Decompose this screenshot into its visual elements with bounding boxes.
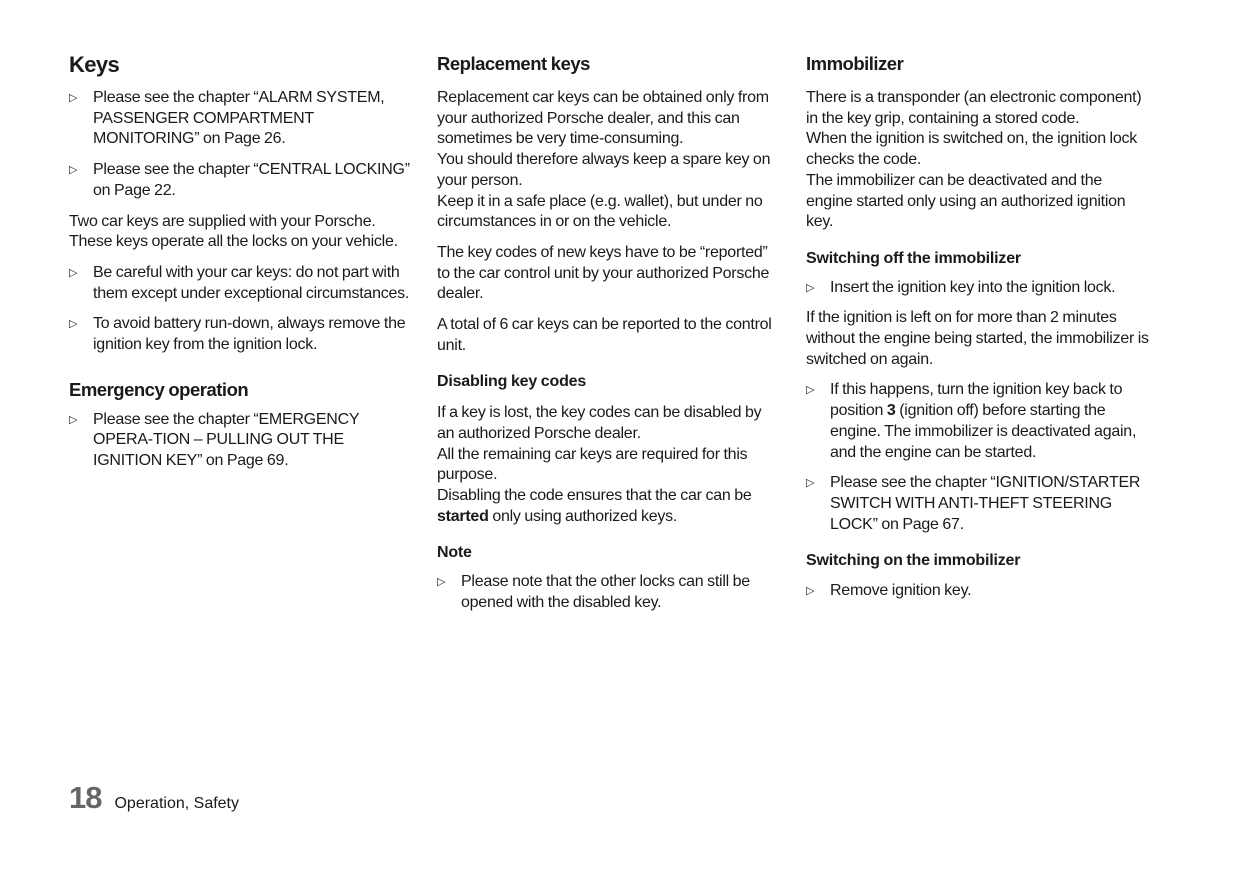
- paragraph: [437, 486, 781, 527]
- paragraph: Two car keys are supplied with your Porsche. These keys operate all the locks on your vehicle.: [69, 212, 398, 251]
- bullet-triangle-icon: ▷: [69, 92, 78, 104]
- page-number: 18: [69, 780, 102, 815]
- text-run: Disabling the code ensures that the car can be: [437, 486, 752, 504]
- paragraph: Replacement car keys can be obtained only from your authorized Porsche dealer, and this can sometimes be very time-consuming.: [437, 89, 769, 148]
- list-item: [69, 263, 413, 304]
- list-item: [806, 581, 1150, 602]
- column-replacement-keys: [437, 50, 781, 613]
- paragraph: You should therefore always keep a spare key on your person.: [437, 151, 771, 189]
- heading-switching-off: Switching off the immobilizer: [806, 249, 1021, 267]
- bullet-text: To avoid battery run-down, always remove the ignition key from the ignition lock.: [93, 315, 406, 354]
- bullet-triangle-icon: ▷: [69, 413, 78, 426]
- text-run: (ignition off) before starting the engine. The immobilizer is deactivated again, and the engine can be started.: [830, 402, 1137, 461]
- bullet-text: Be careful with your car keys: do not part with them except under exceptional circumstances.: [93, 263, 410, 302]
- bullet-text: Insert the ignition key into the ignition lock.: [830, 278, 1116, 296]
- text-run: only using authorized keys.: [492, 507, 678, 525]
- list-item: [806, 380, 1150, 463]
- heading-immobilizer: Immobilizer: [806, 53, 904, 74]
- bullet-text: Please see the chapter “EMERGENCY OPERA-TION – PULLING OUT THE IGNITION KEY” on Page 69.: [93, 410, 360, 470]
- list-item: [806, 473, 1150, 535]
- page-footer: [69, 780, 239, 820]
- section-title: Operation, Safety: [114, 795, 239, 812]
- bullet-triangle-icon: ▷: [69, 164, 78, 177]
- heading-keys: Keys: [69, 52, 120, 77]
- list-item: [69, 88, 413, 150]
- list-item: [69, 314, 413, 355]
- bullet-triangle-icon: ▷: [806, 585, 815, 598]
- heading-emergency-operation: Emergency operation: [69, 378, 249, 400]
- paragraph: There is a transponder (an electronic component) in the key grip, containing a stored code.: [806, 89, 1142, 127]
- bullet-text: Please note that the other locks can still be opened with the disabled key.: [461, 573, 750, 611]
- text-run-bold: 3: [886, 402, 896, 420]
- bullet-triangle-icon: ▷: [806, 384, 815, 397]
- paragraph: A total of 6 car keys can be reported to the control unit.: [437, 316, 772, 354]
- column-immobilizer: [806, 50, 1150, 602]
- heading-disabling-key-codes: Disabling key codes: [437, 373, 587, 391]
- paragraph: When the ignition is switched on, the ignition lock checks the code.: [806, 130, 1137, 169]
- bullet-triangle-icon: ▷: [437, 576, 446, 589]
- bullet-text: Please see the chapter “CENTRAL LOCKING” on Page 22.: [93, 161, 410, 199]
- list-item: [69, 410, 413, 472]
- bullet-triangle-icon: ▷: [806, 281, 815, 294]
- bullet-text: Remove ignition key.: [830, 582, 972, 600]
- bullet-triangle-icon: ▷: [69, 318, 78, 331]
- paragraph: Keep it in a safe place (e.g. wallet), but under no circumstances in or on the vehicle.: [437, 192, 763, 231]
- paragraph: If the ignition is left on for more than 2 minutes without the engine being started, the immobilizer is switched on again.: [806, 309, 1149, 368]
- heading-note: Note: [437, 544, 472, 562]
- bullet-triangle-icon: ▷: [806, 477, 815, 490]
- paragraph: The key codes of new keys have to be “reported” to the car control unit by your authorized Porsche dealer.: [437, 243, 770, 303]
- column-keys: [69, 50, 413, 472]
- list-item: [437, 572, 781, 613]
- bullet-text: Please see the chapter “ALARM SYSTEM, PASSENGER COMPARTMENT MONITORING” on Page 26.: [93, 89, 385, 148]
- bullet-text: [830, 381, 1136, 460]
- paragraph: The immobilizer can be deactivated and the engine started only using an authorized ignition key.: [806, 171, 1126, 231]
- heading-switching-on: Switching on the immobilizer: [806, 552, 1021, 570]
- text-run: If this happens, turn the ignition key back to position: [830, 381, 1123, 420]
- list-item: [69, 160, 413, 201]
- text-run-bold: started: [437, 507, 489, 525]
- heading-replacement-keys: Replacement keys: [437, 53, 590, 74]
- list-item: [806, 278, 1150, 299]
- paragraph: If a key is lost, the key codes can be disabled by an authorized Porsche dealer.: [437, 404, 762, 442]
- bullet-text: Please see the chapter “IGNITION/STARTER SWITCH WITH ANTI-THEFT STEERING LOCK” on Page 67.: [830, 474, 1141, 533]
- bullet-triangle-icon: ▷: [69, 266, 78, 279]
- paragraph: All the remaining car keys are required for this purpose.: [437, 445, 748, 484]
